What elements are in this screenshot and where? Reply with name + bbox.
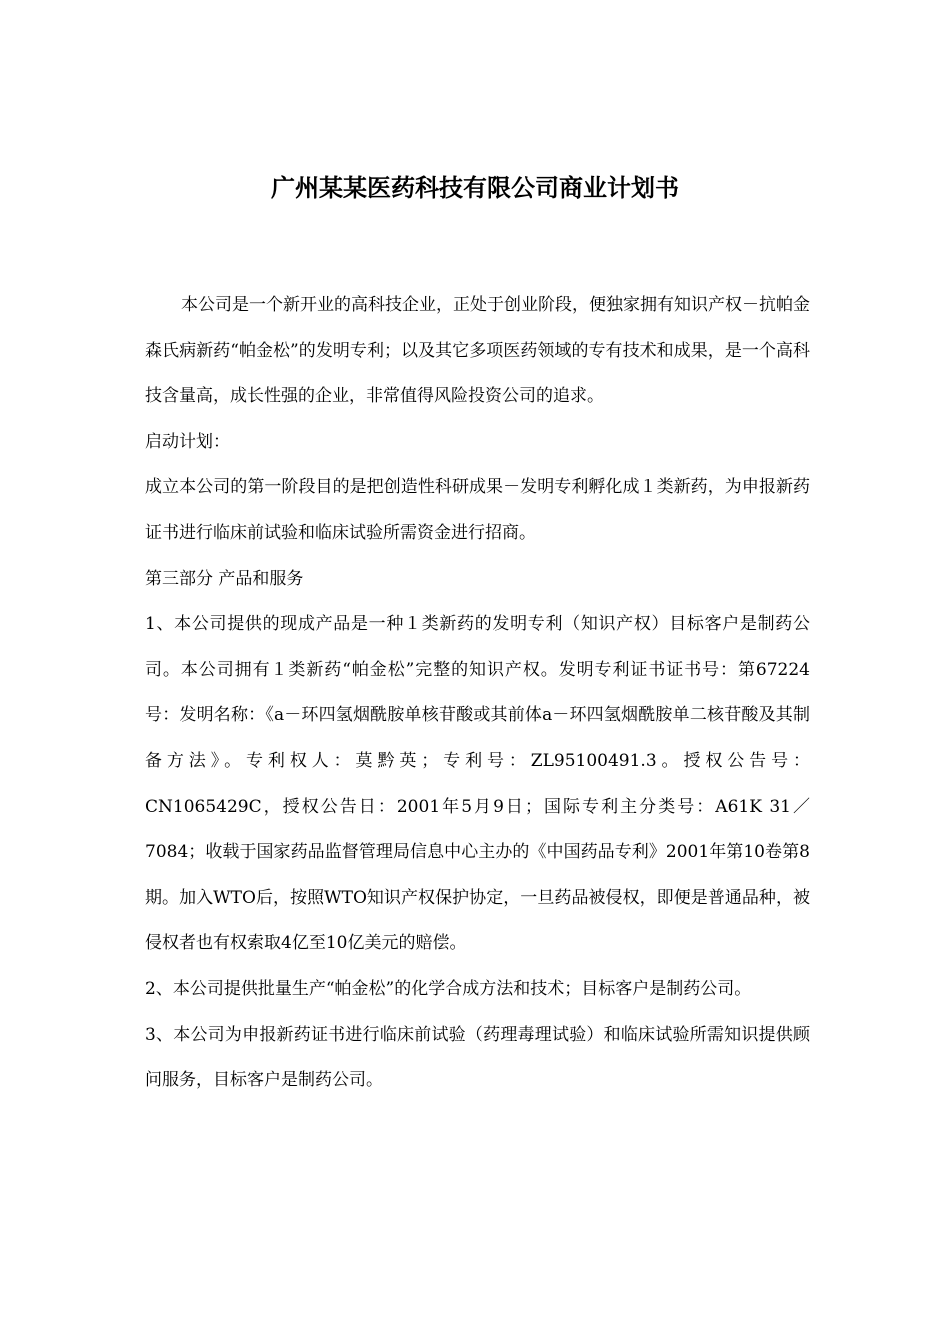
product-item-3: 3、本公司为申报新药证书进行临床前试验（药理毒理试验）和临床试验所需知识提供顾问服务，目标客户是制药公司。 <box>145 1024 810 1091</box>
launch-plan-paragraph: 成立本公司的第一阶段目的是把创造性科研成果－发明专利孵化成１类新药，为申报新药证书进行临床前试验和临床试验所需资金进行招商。 <box>145 477 810 543</box>
product-item-1: 1、本公司提供的现成产品是一种１类新药的发明专利（知识产权）目标客户是制药公司。本公司拥有１类新药“帕金松”完整的知识产权。发明专利证书证书号：第67224号：发明名称：《a－环四氢烟酰胺单核苷酸或其前体a－环四氢烟酰胺单二核苷酸及其制备方法》。专利权人：莫黔英；专利号：ZL95100491.3。授权公告号：CN1065429C，授权公告日：2001年5月9日；国际专利主分类号：A61K 31／7084；收载于国家药品监督管理局信息中心主办的《中国药品专利》2001年第10卷第8期。加入WTO后，按照WTO知识产权保护协定，一旦药品被侵权，即便是普通品种，被侵权者也有权索取4亿至10亿美元的赔偿。 <box>145 614 810 954</box>
document-body <box>145 283 810 1104</box>
launch-plan-heading: 启动计划： <box>145 431 230 452</box>
document-title: 广州某某医药科技有限公司商业计划书 <box>271 173 679 202</box>
product-item-2: 2、本公司提供批量生产“帕金松”的化学合成方法和技术；目标客户是制药公司。 <box>145 978 752 999</box>
section-heading-products-services: 第三部分 产品和服务 <box>145 568 304 589</box>
intro-paragraph: 本公司是一个新开业的高科技企业，正处于创业阶段，便独家拥有知识产权－抗帕金森氏病新药“帕金松”的发明专利；以及其它多项医药领域的专有技术和成果，是一个高科技含量高，成长性强的企业，非常值得风险投资公司的追求。 <box>145 295 810 407</box>
